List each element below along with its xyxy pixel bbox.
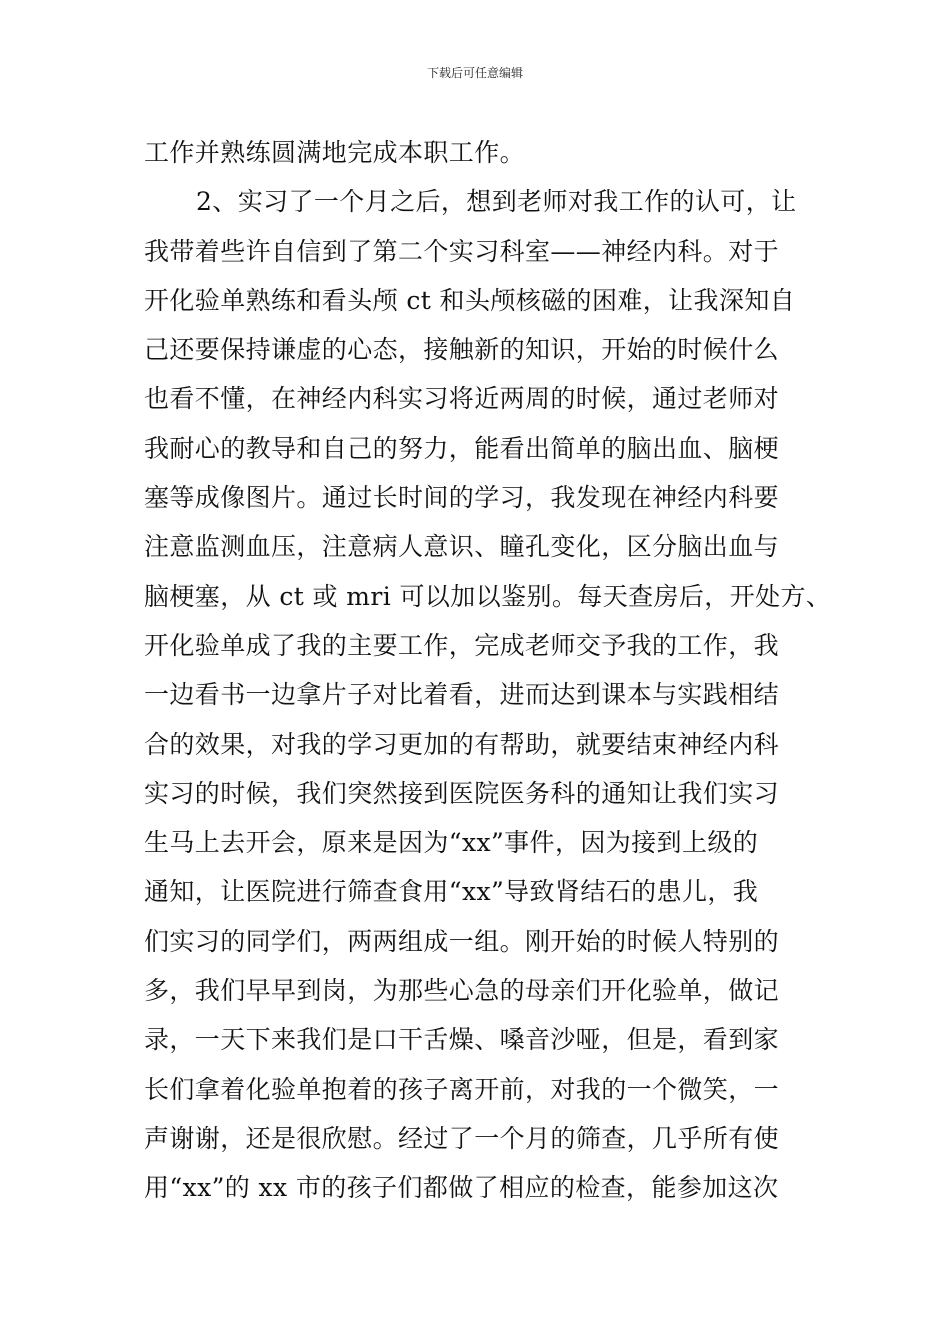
text-line: 工作并熟练圆满地完成本职工作。	[144, 138, 526, 167]
page-header: 下载后可任意编辑	[426, 66, 523, 80]
text-line: 录，一天下来我们是口干舌燥、嗓音沙哑，但是，看到家	[144, 1025, 780, 1055]
text-line: 开化验单成了我的主要工作，完成老师交予我的工作，我	[144, 630, 780, 660]
text-line: 开化验单熟练和看头颅 ct 和头颅核磁的困难，让我深知自	[144, 285, 796, 315]
body-text	[144, 128, 832, 1213]
text-line: 也看不懂，在神经内科实习将近两周的时候，通过老师对	[144, 384, 780, 414]
text-line: 长们拿着化验单抱着的孩子离开前，对我的一个微笑，一	[144, 1074, 780, 1104]
text-line: 脑梗塞，从 ct 或 mri 可以加以鉴别。每天查房后，开处方、	[144, 581, 832, 611]
text-line: 我耐心的教导和自己的努力，能看出简单的脑出血、脑梗	[144, 433, 780, 463]
paragraph-start-line: 2、实习了一个月之后，想到老师对我工作的认可，让	[196, 187, 797, 217]
text-line: 生马上去开会，原来是因为“xx”事件，因为接到上级的	[144, 828, 759, 858]
text-line: 用“xx”的 xx 市的孩子们都做了相应的检查，能参加这次	[144, 1173, 779, 1203]
text-line: 实习的时候，我们突然接到医院医务科的通知让我们实习	[144, 778, 780, 808]
text-line: 通知，让医院进行筛查食用“xx”导致肾结石的患儿，我	[144, 877, 759, 907]
text-line: 们实习的同学们，两两组成一组。刚开始的时候人特别的	[144, 926, 780, 956]
text-line: 我带着些许自信到了第二个实习科室——神经内科。对于	[144, 236, 780, 266]
text-line: 注意监测血压，注意病人意识、瞳孔变化，区分脑出血与	[144, 532, 780, 562]
text-line: 塞等成像图片。通过长时间的学习，我发现在神经内科要	[144, 483, 780, 513]
text-line: 一边看书一边拿片子对比着看，进而达到课本与实践相结	[144, 680, 780, 710]
text-line: 声谢谢，还是很欣慰。经过了一个月的筛查，几乎所有使	[144, 1123, 780, 1153]
text-line: 己还要保持谦虚的心态，接触新的知识，开始的时候什么	[144, 335, 780, 365]
text-line: 合的效果，对我的学习更加的有帮助，就要结束神经内科	[144, 729, 780, 759]
text-line: 多，我们早早到岗，为那些心急的母亲们开化验单，做记	[144, 976, 780, 1006]
